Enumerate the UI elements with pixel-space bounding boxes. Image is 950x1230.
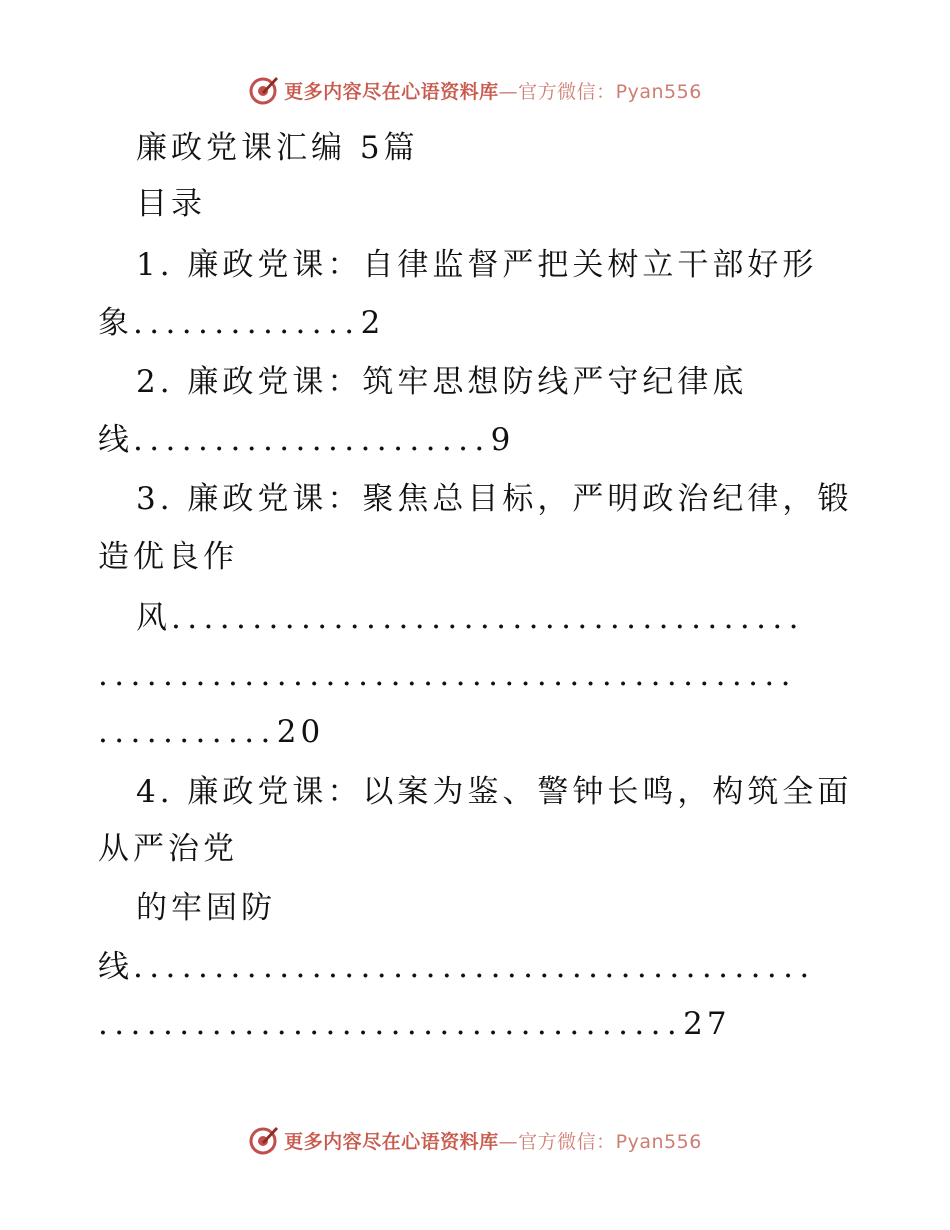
toc-entry-4-tail: 线 xyxy=(98,949,133,985)
toc-entry-3-leader-3-dots: ........... xyxy=(98,714,277,750)
toc-entry-3-tail: 风 xyxy=(136,600,171,636)
toc-entry-3-continuation: 造优良作 xyxy=(98,539,238,575)
quill-logo-icon xyxy=(248,1124,280,1156)
toc-entry-2-tail: 线 xyxy=(98,422,133,458)
toc-entry-1-continuation xyxy=(98,303,384,343)
toc-entry-4-leader-1: .......................................... xyxy=(133,949,816,985)
document-title: 廉政党课汇编 5篇 xyxy=(136,130,419,166)
toc-entry-3-page: 20 xyxy=(276,714,325,750)
toc-entry-3-leader-2 xyxy=(98,655,797,695)
toc-entry-4-title: 4. 廉政党课：以案为鉴、警钟长鸣，构筑全面 xyxy=(136,774,853,810)
toc-entry-3-leader-1: ....................................... xyxy=(171,600,805,636)
toc-entry-2-title: 2. 廉政党课：筑牢思想防线严守纪律底 xyxy=(136,364,748,400)
toc-entry-1-leader: .............. xyxy=(133,305,361,341)
toc-entry-4-continuation-3 xyxy=(98,947,816,987)
toc-entry-2-leader: ...................... xyxy=(133,422,491,458)
toc-entry-4-page: 27 xyxy=(683,1006,731,1042)
banner-site-name: 更多内容尽在心语资料库 xyxy=(284,80,499,103)
toc-entry-3-title: 3. 廉政党课：聚焦总目标，严明政治纪律，锻 xyxy=(136,481,853,517)
toc-entry-3-leader-3 xyxy=(98,712,324,752)
banner-site-name: 更多内容尽在心语资料库 xyxy=(284,1130,499,1153)
toc-heading: 目录 xyxy=(136,186,206,222)
toc-entry-2-page: 9 xyxy=(490,422,515,458)
toc-entry-1-tail: 象 xyxy=(98,305,133,341)
footer-banner xyxy=(0,1120,950,1160)
toc-entry-2-continuation xyxy=(98,420,514,460)
toc-entry-4-leader-2 xyxy=(98,1004,731,1044)
toc-entry-1-page: 2 xyxy=(360,305,385,341)
toc-entry-4-leader-2-dots: .................................... xyxy=(98,1006,684,1042)
banner-wechat: —官方微信：Pyan556 xyxy=(498,1130,702,1153)
toc-entry-1-title: 1. 廉政党课：自律监督严把关树立干部好形 xyxy=(136,247,818,283)
toc-entry-3-continuation-2 xyxy=(136,598,805,638)
toc-entry-4-continuation: 从严治党 xyxy=(98,831,238,867)
footer-banner-text xyxy=(284,1127,702,1154)
toc-entry-3-leader-2-dots: ........................................... xyxy=(98,657,797,693)
toc-entry-4-continuation-2: 的牢固防 xyxy=(136,890,276,926)
banner-wechat: —官方微信：Pyan556 xyxy=(498,80,702,103)
